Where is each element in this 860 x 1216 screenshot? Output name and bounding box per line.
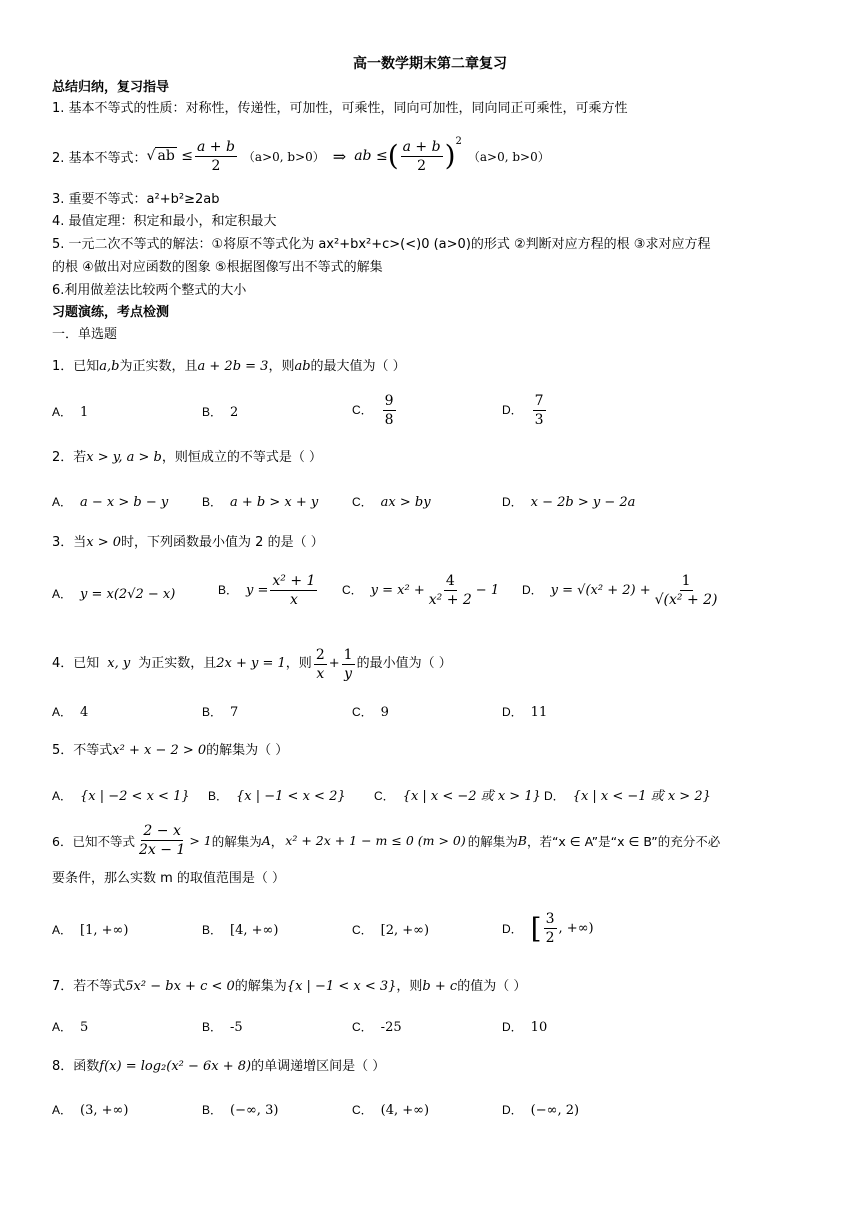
question-4-stem: 4．已知 x, y 为正实数，且 2x + y = 1 ，则 $\frac{2}{x}$ + $\frac{1}{y}$ 的最小值为（ ） xyxy=(52,646,452,682)
summary-item-2-cond1: （a>0, b>0） xyxy=(242,149,325,164)
q5-option-d[interactable]: D． {x | x < −1 或 x > 2} xyxy=(544,789,711,804)
question-8-stem: 8．函数f(x) = log₂(x² − 6x + 8)的单调递增区间是（ ） xyxy=(52,1059,386,1074)
q1-option-c[interactable]: C． $\frac{9}{8}$ xyxy=(352,393,394,428)
summary-item-5-line1: 5. 一元二次不等式的解法：①将原不等式化为 ax²+bx²+c>(<)0 (a>0)的形式 ②判断对应方程的根 ③求对应方程 xyxy=(52,237,711,252)
sqrt-ab: √ ab ≤ xyxy=(146,148,193,164)
right-paren: ) xyxy=(444,139,456,172)
q3-option-d[interactable]: D． y = √(x² + 2) + $\frac{1}{\text{√(x² + 2)}}$ xyxy=(522,573,718,608)
summary-item-2-cond2: （a>0, b>0） xyxy=(467,149,550,164)
left-paren: ( xyxy=(387,139,399,172)
q7-option-a[interactable]: A． 5 xyxy=(52,1020,89,1035)
subsection-single-choice: 一．单选题 xyxy=(52,327,118,342)
q5-option-b[interactable]: B． {x | −1 < x < 2} xyxy=(208,789,346,804)
question-7-stem: 7．若不等式5x² − bx + c < 0的解集为{x | −1 < x < 3}，则b + c的值为（ ） xyxy=(52,979,527,994)
q4-option-b[interactable]: B． 7 xyxy=(202,705,239,720)
page-title: 高一数学期末第二章复习 xyxy=(353,56,507,72)
q4-option-a[interactable]: A． 4 xyxy=(52,705,89,720)
q7-option-c[interactable]: C． -25 xyxy=(352,1020,402,1035)
question-2-stem: 2．若x > y, a > b，则恒成立的不等式是（ ） xyxy=(52,450,323,465)
summary-item-3: 3. 重要不等式：a²+b²≥2ab xyxy=(52,192,220,207)
q2-option-c[interactable]: C． ax > by xyxy=(352,495,431,510)
q6-option-d[interactable]: D． [ $\frac{3}{2}$ , +∞) xyxy=(502,911,594,946)
q3-option-b[interactable]: B． y = $\frac{\text{x² + 1}}{x}$ xyxy=(218,573,316,608)
q2-option-d[interactable]: D． x − 2b > y − 2a xyxy=(502,495,636,510)
question-5-stem: 5．不等式x² + x − 2 > 0的解集为（ ） xyxy=(52,743,289,758)
section-heading-exercises: 习题演练，考点检测 xyxy=(52,305,170,320)
q2-option-a[interactable]: A． a − x > b − y xyxy=(52,495,169,510)
section-heading-summary: 总结归纳，复习指导 xyxy=(52,80,170,95)
q7-option-d[interactable]: D． 10 xyxy=(502,1020,548,1035)
summary-item-6: 6.利用做差法比较两个整式的大小 xyxy=(52,283,247,298)
summary-item-1: 1. 基本不等式的性质：对称性，传递性，可加性，可乘性，同向可加性，同向同正可乘性，可乘方性 xyxy=(52,101,628,116)
q3-option-a[interactable]: A． y = x(2√2 − x) xyxy=(52,587,176,602)
q1-option-d[interactable]: D． $\frac{7}{3}$ xyxy=(502,393,544,428)
question-1-stem: 1．已知a,b为正实数，且a + 2b = 3，则ab的最大值为（ ） xyxy=(52,359,406,374)
q8-option-a[interactable]: A． (3, +∞) xyxy=(52,1103,129,1118)
q1-option-a[interactable]: A． 1 xyxy=(52,405,89,420)
q2-option-b[interactable]: B． a + b > x + y xyxy=(202,495,319,510)
question-6-stem-line2: 要条件，那么实数 m 的取值范围是（ ） xyxy=(52,871,286,886)
q4-option-d[interactable]: D． 11 xyxy=(502,705,548,720)
summary-item-2 xyxy=(52,134,550,178)
q4-option-c[interactable]: C． 9 xyxy=(352,705,389,720)
summary-item-2-prefix: 2. 基本不等式： xyxy=(52,150,147,166)
q5-option-c[interactable]: C． {x | x < −2 或 x > 1} xyxy=(374,789,541,804)
q3-option-c[interactable]: C． y = x² + $\frac{4}{\text{x² + 2}}$ − 1 xyxy=(342,573,500,608)
q6-option-c[interactable]: C． [2, +∞) xyxy=(352,923,430,938)
implies-arrow: ⇒ xyxy=(332,146,347,166)
q5-option-a[interactable]: A． {x | −2 < x < 1} xyxy=(52,789,190,804)
q1-option-b[interactable]: B． 2 xyxy=(202,405,239,420)
exponent-2: 2 xyxy=(455,136,462,147)
q8-option-d[interactable]: D． (−∞, 2) xyxy=(502,1103,580,1118)
question-6-stem: 6．已知不等式 $\frac{2 - x}{2x - 1}$ > 1 的解集为 A ， x² + 2x + 1 − m ≤ 0 (m > 0) 的解集为 B ，若“x ∈ A”是“x ∈ B”的充分不必 xyxy=(52,823,721,858)
question-3-stem: 3．当x > 0时，下列函数最小值为 2 的是（ ） xyxy=(52,535,324,550)
frac-squared: $\frac{a + b}{2}$ xyxy=(402,138,441,174)
frac-a-plus-b-over-2: $\frac{a + b}{2}$ xyxy=(196,138,235,174)
q6-option-b[interactable]: B． [4, +∞) xyxy=(202,923,279,938)
ab-le: ab ≤ xyxy=(354,148,388,164)
left-bracket: [ xyxy=(530,911,542,945)
q6-option-a[interactable]: A． [1, +∞) xyxy=(52,923,129,938)
q7-option-b[interactable]: B． -5 xyxy=(202,1020,243,1035)
q8-option-c[interactable]: C． (4, +∞) xyxy=(352,1103,430,1118)
q8-option-b[interactable]: B． (−∞, 3) xyxy=(202,1103,279,1118)
summary-item-5-line2: 的根 ④做出对应函数的图象 ⑤根据图像写出不等式的解集 xyxy=(52,260,383,275)
summary-item-4: 4. 最值定理：积定和最小，和定积最大 xyxy=(52,214,277,229)
